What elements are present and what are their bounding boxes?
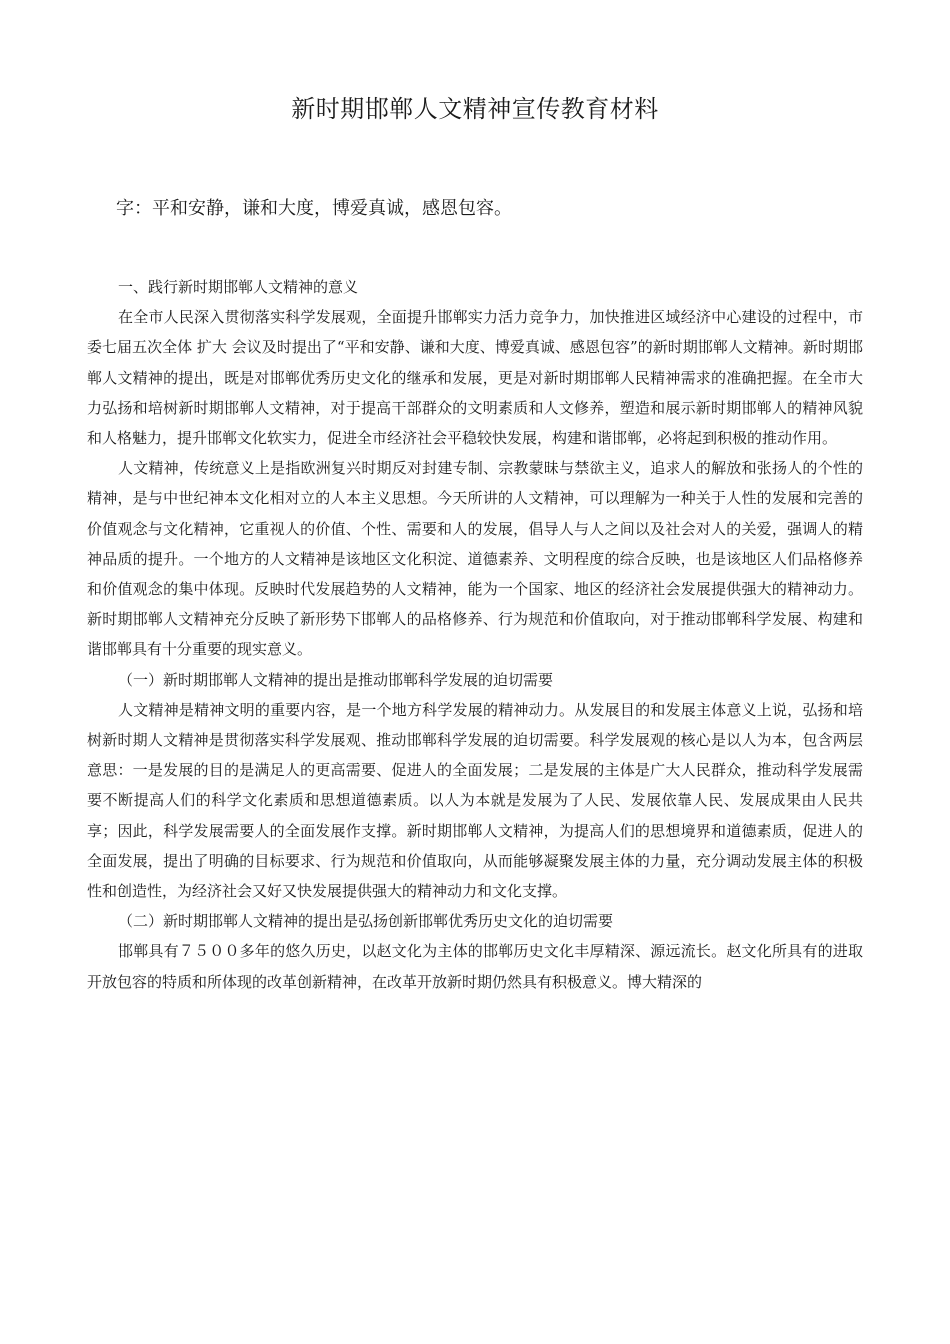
paragraph: 人文精神，传统意义上是指欧洲复兴时期反对封建专制、宗教蒙昧与禁欲主义，追求人的解放和张扬人的个性的精神，是与中世纪神本文化相对立的人本主义思想。今天所讲的人文精神，可以理解为一种关于人性的发展和完善的价值观念与文化精神，它重视人的价值、个性、需要和人的发展，倡导人与人之间以及社会对人的关爱，强调人的精神品质的提升。一个地方的人文精神是该地区文化积淀、道德素养、文明程度的综合反映，也是该地区人们品格修养和价值观念的集中体现。反映时代发展趋势的人文精神，能为一个国家、地区的经济社会发展提供强大的精神动力。新时期邯郸人文精神充分反映了新形势下邯郸人的品格修养、行为规范和价值取向，对于推动邯郸科学发展、构建和谐邯郸具有十分重要的现实意义。: [87, 459, 863, 659]
subsection-heading: （二）新时期邯郸人文精神的提出是弘扬创新邯郸优秀历史文化的迫切需要: [118, 912, 614, 931]
section-heading: 一、践行新时期邯郸人文精神的意义: [118, 278, 359, 296]
motto-line: 字：平和安静，谦和大度，博爱真诚，感恩包容。: [116, 198, 512, 219]
paragraph: 邯郸具有７５００多年的悠久历史，以赵文化为主体的邯郸历史文化丰厚精深、源远流长。赵文化所具有的进取开放包容的特质和所体现的改革创新精神，在改革开放新时期仍然具有积极意义。博大精深的: [87, 942, 863, 991]
document-title: 新时期邯郸人文精神宣传教育材料: [291, 95, 659, 123]
subsection-heading: （一）新时期邯郸人文精神的提出是推动邯郸科学发展的迫切需要: [118, 670, 554, 689]
document-body: [87, 272, 863, 997]
paragraph: 在全市人民深入贯彻落实科学发展观，全面提升邯郸实力活力竞争力，加快推进区域经济中心建设的过程中，市委七届五次全体 扩大 会议及时提出了“平和安静、谦和大度、博爱真诚、感恩包容”的新时期邯郸人文精神。新时期邯郸人文精神的提出，既是对邯郸优秀历史文化的继承和发展，更是对新时期邯郸人民精神需求的准确把握。在全市大力弘扬和培树新时期邯郸人文精神，对于提高干部群众的文明素质和人文修养，塑造和展示新时期邯郸人的精神风貌和人格魅力，提升邯郸文化软实力，促进全市经济社会平稳较快发展，构建和谐邯郸，必将起到积极的推动作用。: [87, 308, 863, 448]
paragraph: 人文精神是精神文明的重要内容，是一个地方科学发展的精神动力。从发展目的和发展主体意义上说，弘扬和培树新时期人文精神是贯彻落实科学发展观、推动邯郸科学发展的迫切需要。科学发展观的核心是以人为本，包含两层意思：一是发展的目的是满足人的更高需要、促进人的全面发展；二是发展的主体是广大人民群众，推动科学发展需要不断提高人们的科学文化素质和思想道德素质。以人为本就是发展为了人民、发展依靠人民、发展成果由人民共享；因此，科学发展需要人的全面发展作支撑。新时期邯郸人文精神，为提高人们的思想境界和道德素质，促进人的全面发展，提出了明确的目标要求、行为规范和价值取向，从而能够凝聚发展主体的力量，充分调动发展主体的积极性和创造性，为经济社会又好又快发展提供强大的精神动力和文化支撑。: [87, 700, 863, 901]
